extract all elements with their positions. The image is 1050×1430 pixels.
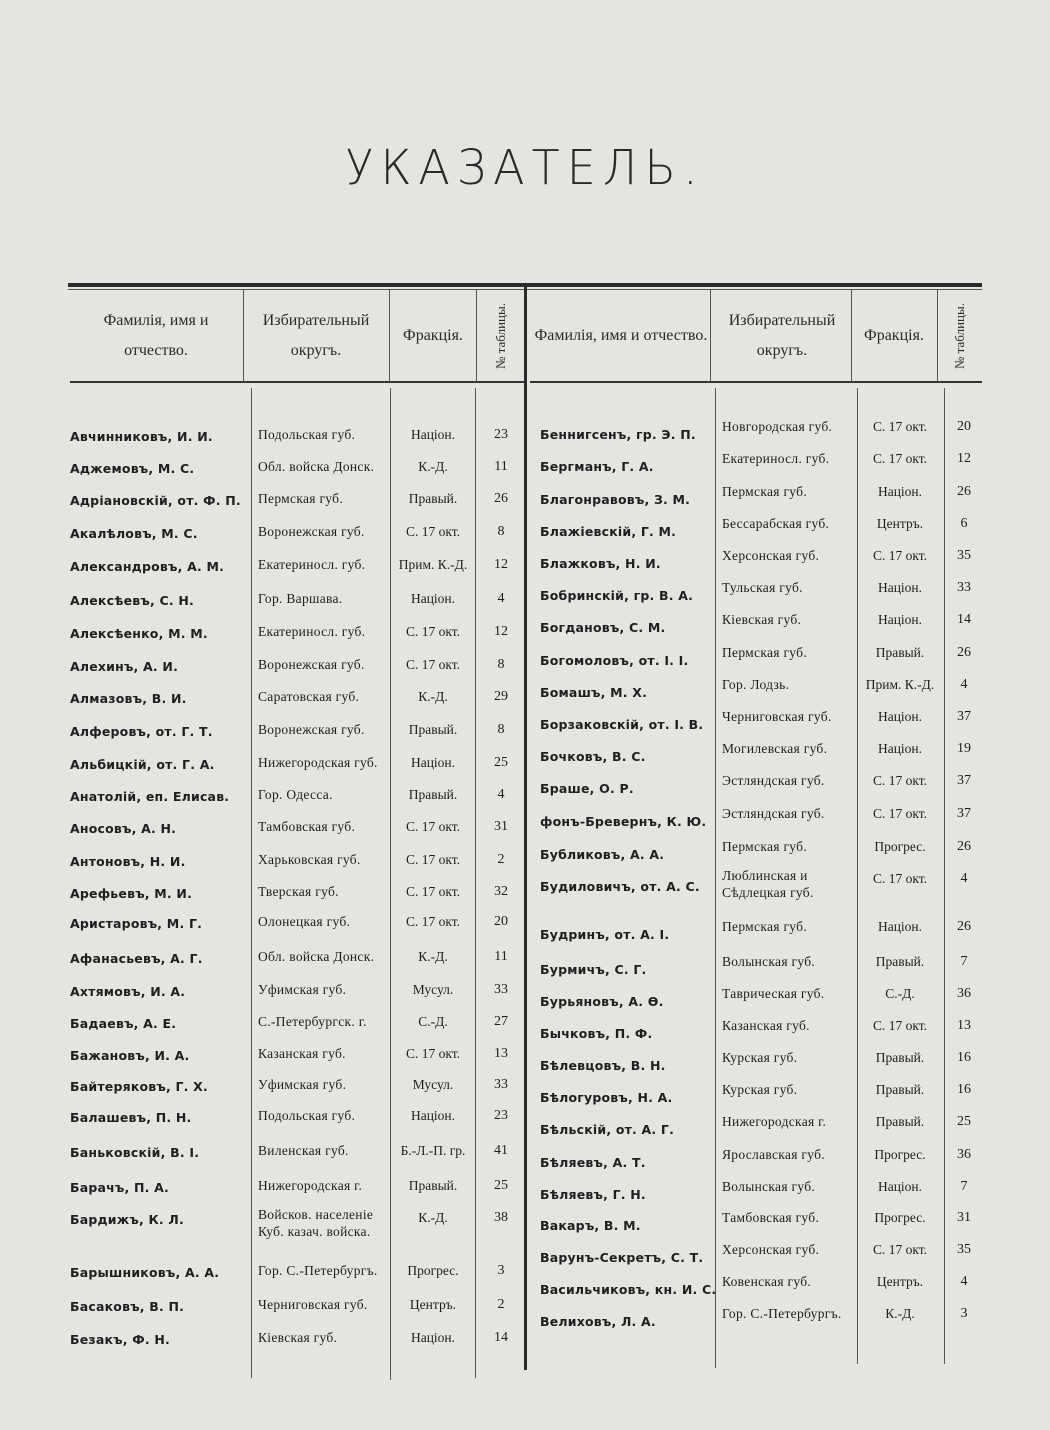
entry-name: Аносовъ, А. Н. <box>70 821 177 836</box>
entry-faction: Націон. <box>877 580 923 595</box>
entry-table-number: 26 <box>957 839 971 854</box>
entry-table-number: 37 <box>957 709 971 724</box>
entry-name: Альбицкій, от. Г. А. <box>70 757 215 772</box>
entry-district: Подольская губ. <box>258 1108 356 1123</box>
entry-table-number: 2 <box>497 1297 505 1312</box>
list-item <box>0 806 1050 836</box>
entry-name: Акалѣловъ, М. С. <box>70 526 198 541</box>
entry-name: Вакаръ, В. М. <box>540 1218 641 1233</box>
entry-table-number: 12 <box>494 557 508 572</box>
entry-name: Бурьяновъ, А. Ѳ. <box>540 994 664 1009</box>
entry-faction: С. 17 окт. <box>872 419 928 434</box>
entry-faction: Центръ. <box>876 516 924 531</box>
entry-name: Барышниковъ, А. А. <box>70 1265 220 1280</box>
entry-table-number: 25 <box>494 755 508 770</box>
entry-district: Курская губ. <box>722 1082 798 1097</box>
list-item <box>0 484 1050 514</box>
entry-district: Волынская губ. <box>722 1179 816 1194</box>
list-item <box>0 516 1050 546</box>
entry-table-number: 19 <box>957 741 971 756</box>
entry-district: Олонецкая губ. <box>258 914 351 929</box>
header-table-left: № таблицы. <box>493 303 509 369</box>
entry-name: Аристаровъ, М. Г. <box>70 916 203 931</box>
entry-district: Войсков. населеніе Куб. казач. войска. <box>258 1207 374 1239</box>
entry-name: Аджемовъ, М. С. <box>70 461 195 476</box>
col-divider <box>389 289 390 382</box>
entry-faction: С. 17 окт. <box>405 914 461 929</box>
entry-name: Бергманъ, Г. А. <box>540 459 654 474</box>
list-item <box>0 677 1050 707</box>
entry-table-number: 4 <box>497 787 505 802</box>
list-item <box>0 1306 1050 1336</box>
entry-table-number: 23 <box>494 1108 508 1123</box>
entry-table-number: 11 <box>494 949 508 964</box>
entry-faction: Націон. <box>877 1179 923 1194</box>
list-item <box>0 709 1050 739</box>
entry-faction: С. 17 окт. <box>872 773 928 788</box>
entry-faction: С. 17 окт. <box>872 1018 928 1033</box>
entry-district: Казанская губ. <box>722 1018 810 1033</box>
entry-name: Борзаковскій, от. І. В. <box>540 717 704 732</box>
entry-faction: С. 17 окт. <box>405 624 461 639</box>
entry-table-number: 25 <box>494 1178 508 1193</box>
entry-faction: Націон. <box>877 484 923 499</box>
header-bottom-rule-right <box>530 381 982 383</box>
entry-district: С.-Петербургск. г. <box>258 1014 367 1029</box>
header-name-right: Фамилія, имя и отчество. <box>534 327 708 344</box>
entry-district: Херсонская губ. <box>722 1242 820 1257</box>
entry-district: Люблинская и Сѣдлецкая губ. <box>722 868 814 900</box>
entry-district: Гор. С.-Петербургъ. <box>722 1306 842 1321</box>
entry-faction: С.-Д. <box>885 986 915 1001</box>
entry-district: Эстляндская губ. <box>722 773 825 788</box>
entry-district: Ковенская губ. <box>722 1274 812 1289</box>
entry-name: Адріановскій, от. Ф. П. <box>70 493 241 508</box>
list-item <box>0 868 1050 901</box>
entry-faction: С. 17 окт. <box>405 852 461 867</box>
entry-district: Виленская губ. <box>258 1143 349 1158</box>
entry-name: Бурмичъ, С. Г. <box>540 962 647 977</box>
entry-district: Курская губ. <box>722 1050 798 1065</box>
entry-faction: Правый. <box>875 1050 925 1065</box>
entry-district: Тульская губ. <box>722 580 803 595</box>
entry-faction: К.-Д. <box>418 689 448 704</box>
entry-name: Арефьевъ, М. И. <box>70 886 193 901</box>
entry-name: Велиховъ, Л. А. <box>540 1314 656 1329</box>
entry-faction: С. 17 окт. <box>872 806 928 821</box>
entry-district: Екатериносл. губ. <box>258 557 366 572</box>
entry-table-number: 27 <box>494 1014 508 1029</box>
entry-name: Беннигсенъ, гр. Э. П. <box>540 427 696 442</box>
list-item <box>0 1179 1050 1209</box>
entry-name: Антоновъ, Н. И. <box>70 854 186 869</box>
entry-name: Благонравовъ, З. М. <box>540 492 691 507</box>
entry-name: Бѣляевъ, А. Т. <box>540 1155 646 1170</box>
entry-faction: К.-Д. <box>418 949 448 964</box>
entry-name: Афанасьевъ, А. Г. <box>70 951 203 966</box>
entry-faction: Правый. <box>875 1082 925 1097</box>
entry-district: Харьковская губ. <box>258 852 361 867</box>
entry-name: Алехинъ, А. И. <box>70 659 179 674</box>
list-item <box>0 580 1050 610</box>
entry-district: Нижегородская г. <box>258 1178 363 1193</box>
entry-name: Бадаевъ, А. Е. <box>70 1016 177 1031</box>
entry-name: Алферовъ, от. Г. Т. <box>70 724 213 739</box>
entry-name: Балашевъ, П. Н. <box>70 1110 192 1125</box>
entry-faction: С. 17 окт. <box>405 884 461 899</box>
entry-table-number: 8 <box>497 722 505 737</box>
entry-table-number: 36 <box>957 986 971 1001</box>
entry-district: Пермская губ. <box>722 839 808 854</box>
entry-name: Барачъ, П. А. <box>70 1180 170 1195</box>
entry-table-number: 12 <box>494 624 508 639</box>
entry-faction: Націон. <box>410 591 456 606</box>
entry-table-number: 35 <box>957 548 971 563</box>
entry-faction: С. 17 окт. <box>872 871 928 886</box>
entry-name: Бубликовъ, А. А. <box>540 847 665 862</box>
list-item <box>0 919 1050 949</box>
entry-faction: С. 17 окт. <box>405 819 461 834</box>
entry-name: Ахтямовъ, И. А. <box>70 984 186 999</box>
entry-district: Воронежская губ. <box>258 657 365 672</box>
entry-table-number: 7 <box>960 954 968 969</box>
list-item <box>0 986 1050 1016</box>
entry-faction: Прим. К.-Д. <box>398 557 468 572</box>
entry-name: Бомашъ, М. Х. <box>540 685 648 700</box>
list-item <box>0 1018 1050 1048</box>
entry-table-number: 26 <box>957 484 971 499</box>
entry-name: Бѣлогуровъ, Н. А. <box>540 1090 673 1105</box>
entry-faction: Мусул. <box>412 982 454 997</box>
list-item <box>0 1210 1050 1240</box>
list-item <box>0 954 1050 984</box>
entry-faction: С. 17 окт. <box>405 657 461 672</box>
entry-district: Воронежская губ. <box>258 722 365 737</box>
col-divider <box>243 289 244 382</box>
entry-district: Гор. Варшава. <box>258 591 343 606</box>
entry-name: Варунъ-Секретъ, С. Т. <box>540 1250 704 1265</box>
entry-table-number: 35 <box>957 1242 971 1257</box>
entry-table-number: 8 <box>497 657 505 672</box>
entry-district: Уфимская губ. <box>258 1077 347 1092</box>
entry-district: Уфимская губ. <box>258 982 347 997</box>
entry-district: Пермская губ. <box>258 491 344 506</box>
entry-district: Екатериносл. губ. <box>258 624 366 639</box>
entry-district: Бессарабская губ. <box>722 516 830 531</box>
entry-district: Пермская губ. <box>722 484 808 499</box>
entry-district: Волынская губ. <box>722 954 816 969</box>
entry-faction: Правый. <box>875 1114 925 1129</box>
entry-district: Екатериносл. губ. <box>722 451 830 466</box>
entry-name: Бѣляевъ, Г. Н. <box>540 1187 646 1202</box>
list-item <box>0 419 1050 449</box>
entry-table-number: 23 <box>494 427 508 442</box>
entry-table-number: 14 <box>494 1330 508 1345</box>
col-divider <box>851 289 852 382</box>
entry-name: Авчинниковъ, И. И. <box>70 429 213 444</box>
entry-district: Гор. С.-Петербургъ. <box>258 1263 378 1278</box>
entry-faction: К.-Д. <box>418 459 448 474</box>
entry-table-number: 29 <box>494 689 508 704</box>
entry-faction: Прогрес. <box>874 1210 926 1225</box>
entry-table-number: 2 <box>497 852 505 867</box>
entry-name: Бѣльскій, от. А. Г. <box>540 1122 675 1137</box>
entry-name: Байтеряковъ, Г. Х. <box>70 1079 208 1094</box>
entry-faction: Прогрес. <box>407 1263 459 1278</box>
list-item <box>0 1274 1050 1304</box>
entry-faction: Націон. <box>877 612 923 627</box>
entry-faction: Правый. <box>408 722 458 737</box>
entry-name: Бардижъ, К. Л. <box>70 1212 184 1227</box>
entry-table-number: 7 <box>960 1179 968 1194</box>
list-item <box>0 741 1050 771</box>
entry-table-number: 6 <box>960 516 968 531</box>
entry-faction: К.-Д. <box>885 1306 915 1321</box>
entry-name: Браше, О. Р. <box>540 781 634 796</box>
entry-district: Нижегородская губ. <box>258 755 378 770</box>
entry-table-number: 13 <box>494 1046 508 1061</box>
entry-name: Баньковскій, В. І. <box>70 1145 200 1160</box>
entry-faction: Центръ. <box>409 1297 457 1312</box>
entry-district: Кіевская губ. <box>258 1330 338 1345</box>
entry-table-number: 12 <box>957 451 971 466</box>
entry-district: Гор. Лодзь. <box>722 677 790 692</box>
list-item <box>0 645 1050 675</box>
entry-table-number: 4 <box>960 1274 968 1289</box>
entry-table-number: 32 <box>494 884 508 899</box>
entry-faction: С. 17 окт. <box>872 451 928 466</box>
list-item <box>0 1114 1050 1144</box>
entry-name: Басаковъ, В. П. <box>70 1299 185 1314</box>
entry-district: Эстляндская губ. <box>722 806 825 821</box>
entry-name: Будиловичъ, от. А. С. <box>540 879 700 894</box>
entry-name: Васильчиковъ, кн. И. С. <box>540 1282 717 1297</box>
entry-faction: С. 17 окт. <box>405 1046 461 1061</box>
entry-faction: Правый. <box>408 491 458 506</box>
entry-district: Нижегородская г. <box>722 1114 827 1129</box>
entry-table-number: 31 <box>494 819 508 834</box>
list-item <box>0 548 1050 578</box>
entry-faction: С. 17 окт. <box>872 548 928 563</box>
entry-faction: Правый. <box>875 645 925 660</box>
col-divider <box>476 289 477 382</box>
entry-district: Подольская губ. <box>258 427 356 442</box>
entry-district: Тамбовская губ. <box>258 819 356 834</box>
entry-district: Черниговская губ. <box>258 1297 368 1312</box>
entry-table-number: 13 <box>957 1018 971 1033</box>
entry-district: Пермская губ. <box>722 645 808 660</box>
entry-table-number: 16 <box>957 1050 971 1065</box>
entry-district: Новгородская губ. <box>722 419 833 434</box>
entry-faction: Прогрес. <box>874 839 926 854</box>
entry-table-number: 33 <box>957 580 971 595</box>
entry-faction: С. 17 окт. <box>872 1242 928 1257</box>
entry-faction: Правый. <box>408 1178 458 1193</box>
entry-name: Алексѣенко, М. М. <box>70 626 208 641</box>
entry-name: Блажковъ, Н. И. <box>540 556 661 571</box>
entry-table-number: 26 <box>957 645 971 660</box>
entry-table-number: 33 <box>494 1077 508 1092</box>
entry-name: Бочковъ, В. С. <box>540 749 646 764</box>
entry-faction: Націон. <box>410 427 456 442</box>
entry-name: Бѣлевцовъ, В. Н. <box>540 1058 666 1073</box>
entry-table-number: 37 <box>957 806 971 821</box>
entry-table-number: 38 <box>494 1210 508 1225</box>
page-title: УКАЗАТЕЛЬ. <box>345 138 705 196</box>
header-table-right: № таблицы. <box>952 303 968 369</box>
entry-name: Алмазовъ, В. И. <box>70 691 187 706</box>
header-district-left: Избирательный округъ. <box>262 312 370 359</box>
entry-table-number: 26 <box>957 919 971 934</box>
list-item <box>0 1082 1050 1112</box>
entry-table-number: 20 <box>957 419 971 434</box>
entry-name: Бычковъ, П. Ф. <box>540 1026 653 1041</box>
entry-faction: Б.-Л.-П. гр. <box>400 1143 466 1158</box>
entry-table-number: 8 <box>497 524 505 539</box>
entry-district: Кіевская губ. <box>722 612 802 627</box>
entry-table-number: 26 <box>494 491 508 506</box>
header-name-left: Фамилія, имя и отчество. <box>103 312 209 359</box>
entry-faction: Націон. <box>877 741 923 756</box>
entry-name: Бажановъ, И. А. <box>70 1048 190 1063</box>
entry-faction: С.-Д. <box>418 1014 448 1029</box>
entry-table-number: 4 <box>497 591 505 606</box>
list-item <box>0 451 1050 481</box>
entry-name: Богомоловъ, от. І. І. <box>540 653 689 668</box>
entry-table-number: 3 <box>960 1306 968 1321</box>
entry-table-number: 31 <box>957 1210 971 1225</box>
header-district-right: Избирательный округъ. <box>728 312 836 359</box>
entry-faction: Націон. <box>877 709 923 724</box>
col-divider <box>937 289 938 382</box>
entry-faction: Центръ. <box>876 1274 924 1289</box>
entry-district: Казанская губ. <box>258 1046 346 1061</box>
entry-table-number: 11 <box>494 459 508 474</box>
col-divider <box>710 289 711 382</box>
header-faction-right: Фракція. <box>864 327 924 344</box>
entry-table-number: 4 <box>960 871 968 886</box>
entry-faction: Націон. <box>410 755 456 770</box>
entry-name: Бобринскій, гр. В. А. <box>540 588 694 603</box>
entry-district: Обл. войска Донск. <box>258 459 375 474</box>
entry-table-number: 36 <box>957 1147 971 1162</box>
entry-table-number: 20 <box>494 914 508 929</box>
entry-faction: Прогрес. <box>874 1147 926 1162</box>
entry-district: Могилевская губ. <box>722 741 828 756</box>
entry-district: Ярославская губ. <box>722 1147 825 1162</box>
entry-district: Пермская губ. <box>722 919 808 934</box>
entry-table-number: 25 <box>957 1114 971 1129</box>
entry-name: Анатолій, еп. Елисав. <box>70 789 230 804</box>
entry-name: Будринъ, от. А. І. <box>540 927 670 942</box>
list-item <box>0 612 1050 642</box>
entry-table-number: 14 <box>957 612 971 627</box>
entry-faction: Мусул. <box>412 1077 454 1092</box>
list-item <box>0 1050 1050 1080</box>
entry-table-number: 41 <box>494 1143 508 1158</box>
entry-faction: Націон. <box>877 919 923 934</box>
entry-name: Богдановъ, С. М. <box>540 620 666 635</box>
list-item <box>0 839 1050 869</box>
header-bottom-rule-left <box>70 381 524 383</box>
list-item <box>0 1147 1050 1177</box>
entry-table-number: 16 <box>957 1082 971 1097</box>
entry-district: Тамбовская губ. <box>722 1210 820 1225</box>
entry-district: Черниговская губ. <box>722 709 832 724</box>
entry-faction: Правый. <box>408 787 458 802</box>
entry-table-number: 37 <box>957 773 971 788</box>
entry-faction: К.-Д. <box>418 1210 448 1225</box>
entry-faction: Націон. <box>410 1108 456 1123</box>
entry-name: Александровъ, А. М. <box>70 559 225 574</box>
entry-faction: С. 17 окт. <box>405 524 461 539</box>
entry-name: Блажіевскій, Г. М. <box>540 524 677 539</box>
entry-table-number: 33 <box>494 982 508 997</box>
entry-name: Алексѣевъ, С. Н. <box>70 593 194 608</box>
entry-district: Таврическая губ. <box>722 986 825 1001</box>
list-item <box>0 773 1050 803</box>
entry-faction: Правый. <box>875 954 925 969</box>
entry-district: Херсонская губ. <box>722 548 820 563</box>
entry-name: Безакъ, Ф. Н. <box>70 1332 170 1347</box>
entry-table-number: 3 <box>497 1263 505 1278</box>
entry-table-number: 4 <box>960 677 968 692</box>
entry-faction: Прим. К.-Д. <box>865 677 935 692</box>
entry-district: Тверская губ. <box>258 884 339 899</box>
entry-district: Гор. Одесса. <box>258 787 333 802</box>
entry-name: фонъ-Бревернъ, К. Ю. <box>540 814 707 829</box>
list-item <box>0 1242 1050 1272</box>
entry-district: Обл. войска Донск. <box>258 949 375 964</box>
entry-district: Воронежская губ. <box>258 524 365 539</box>
header-faction-left: Фракція. <box>403 327 463 344</box>
entry-district: Саратовская губ. <box>258 689 360 704</box>
entry-faction: Націон. <box>410 1330 456 1345</box>
